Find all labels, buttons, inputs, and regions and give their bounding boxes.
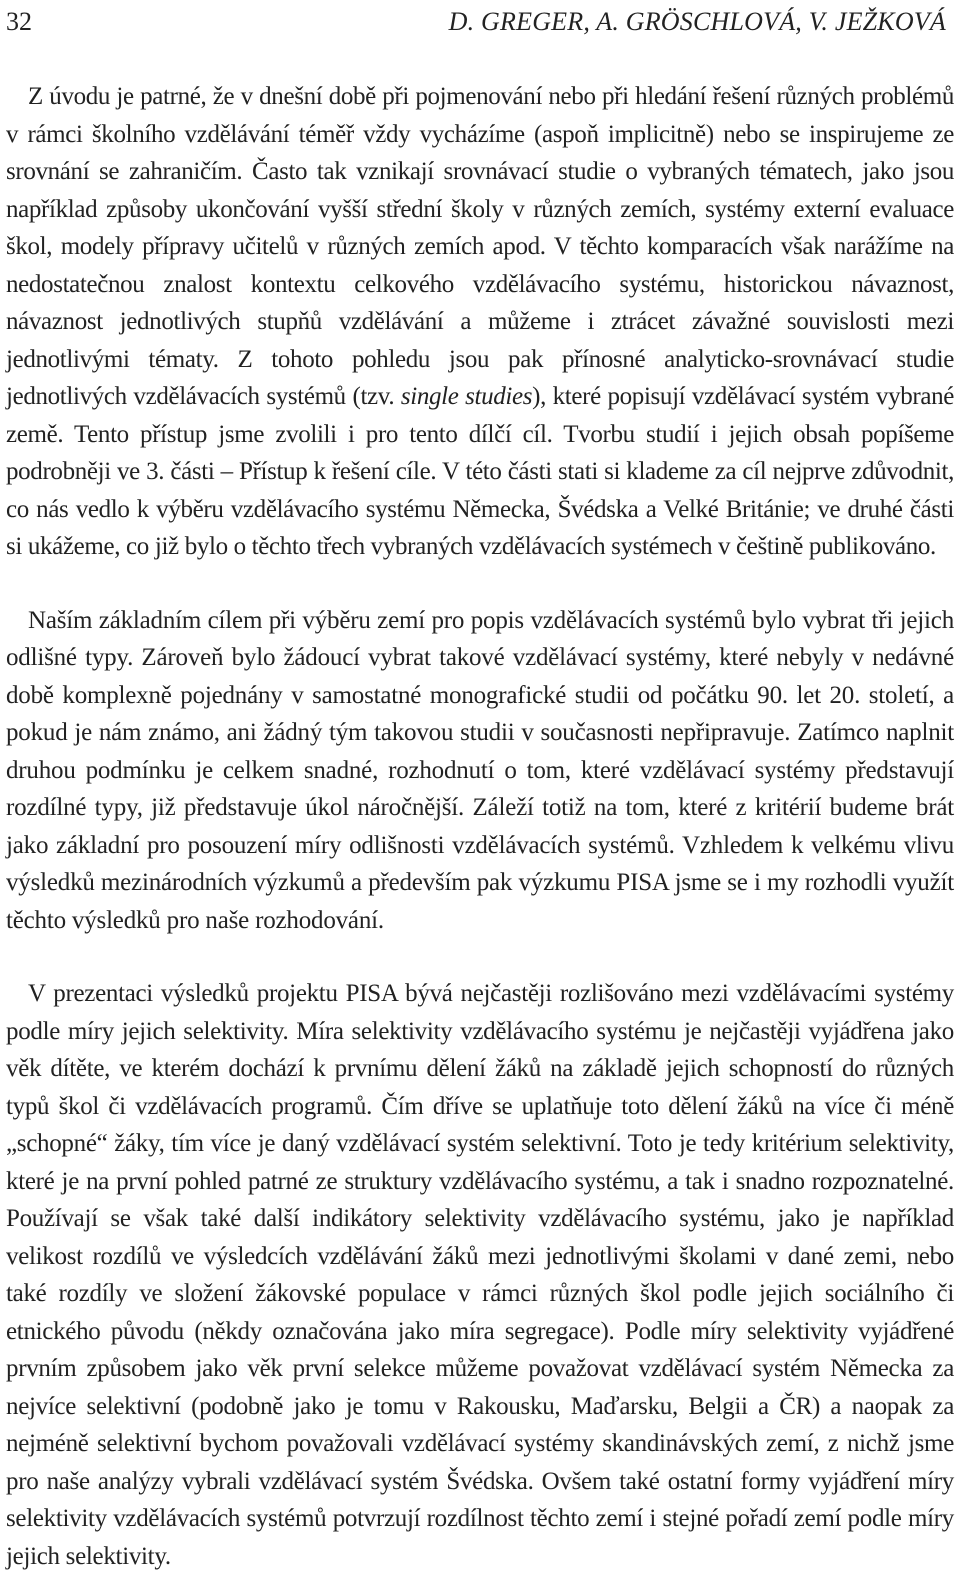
paragraph-intro [6, 78, 954, 566]
paragraph-text: ), které popisují vzdělávací systém vybrané země. Tento přístup jsme zvolili i pro tento dílčí cíl. Tvorbu studií i jejich obsah popíšeme podrobněji ve 3. části – Přístup k řešení cíle. V této části stati si klademe za cíl nejprve zdůvodnit, co nás vedlo k výběru vzdělávacího systému Německa, Švédska a Velké Británie; ve druhé části si ukážeme, co již bylo o těchto třech vybraných vzdělávacích systémech v češtině publikováno. [6, 383, 954, 560]
running-head: D. GREGER, A. GRÖSCHLOVÁ, V. JEŽKOVÁ [448, 7, 946, 36]
paragraph-selectivity: V prezentaci výsledků projektu PISA bývá nejčastěji rozlišováno mezi vzdělávacími systémy podle míry jejich selektivity. Míra selektivity vzdělávacího systému je nejčastěji vyjádřena jako věk dítěte, ve kterém dochází k prvnímu dělení žáků na základě jejich schopností do různých typů škol či vzdělávacích programů. Čím dříve se uplatňuje toto dělení žáků na více či méně „schopné“ žáky, tím více je daný vzdělávací systém selektivní. Toto je tedy kritérium selektivity, které je na první pohled patrné ze struktury vzdělávacího systému, a tak i snadno rozpoznatelné. Používají se však také další indikátory selektivity vzdělávacího systému, jako je například velikost rozdílů ve výsledcích vzdělávání žáků mezi jednotlivými školami v dané zemi, nebo také rozdíly ve složení žákovské populace v rámci různých škol podle jejich sociálního či etnického původu (někdy označována jako míra segregace). Podle míry selektivity vyjádřené prvním způsobem jako věk první selekce můžeme považovat vzdělávací systém Německa za nejvíce selektivní (podobně jako je tomu v Rakousku, Maďarsku, Belgii a ČR) a naopak za nejméně selektivní bychom považovali vzdělávací systémy skandinávských zemí, z nichž jsme pro naše analýzy vybrali vzdělávací systém Švédska. Ovšem také ostatní formy vyjádření míry selektivity vzdělávacích systémů potvrzují rozdílnost těchto zemí i stejné pořadí zemí podle míry jejich selektivity. [6, 980, 954, 1570]
page-header [0, 4, 960, 40]
paragraph-text: Z úvodu je patrné, že v dnešní době při pojmenování nebo při hledání řešení různých problémů v rámci školního vzdělávání téměř vždy vycházíme (aspoň implicitně) nebo se inspirujeme ze srovnání se zahraničím. Často tak vznikají srovnávací studie o vybraných tématech, jako jsou například způsoby ukončování vyšší střední školy v různých zemích, systémy externí evaluace škol, modely přípravy učitelů v různých zemích apod. V těchto komparacích však narážíme na nedostatečnou znalost kontextu celkového vzdělávacího systému, historickou návaznost, návaznost jednotlivých stupňů vzdělávání a můžeme i ztrácet závažné souvislosti mezi jednotlivými tématy. Z tohoto pohledu jsou pak přínosné analyticko-srovnávací studie jednotlivých vzdělávacích systémů (tzv. [6, 83, 954, 410]
page-number: 32 [6, 7, 32, 36]
article-body [6, 78, 954, 1575]
paragraph-country-selection: Naším základním cílem při výběru zemí pro popis vzdělávacích systémů bylo vybrat tři jejich odlišné typy. Zároveň bylo žádoucí vybrat takové vzdělávací systémy, které nebyly v nedávné době komplexně pojednány v samostatné monografické studii od počátku 90. let 20. století, a pokud je nám známo, ani žádný tým takovou studii v současnosti nepřipravuje. Zatímco naplnit druhou podmínku je celkem snadné, rozhodnutí o tom, které vzdělávací systémy představují rozdílné typy, již představuje úkol náročnější. Záleží totiž na tom, které z kritérií budeme brát jako základní pro posouzení míry odlišnosti vzdělávacích systémů. Vzhledem k velkému vlivu výsledků mezinárodních výzkumů a především pak výzkumu PISA jsme se i my rozhodli využít těchto výsledků pro naše rozhodování. [6, 606, 954, 934]
emphasis-term: single studies [400, 383, 533, 410]
